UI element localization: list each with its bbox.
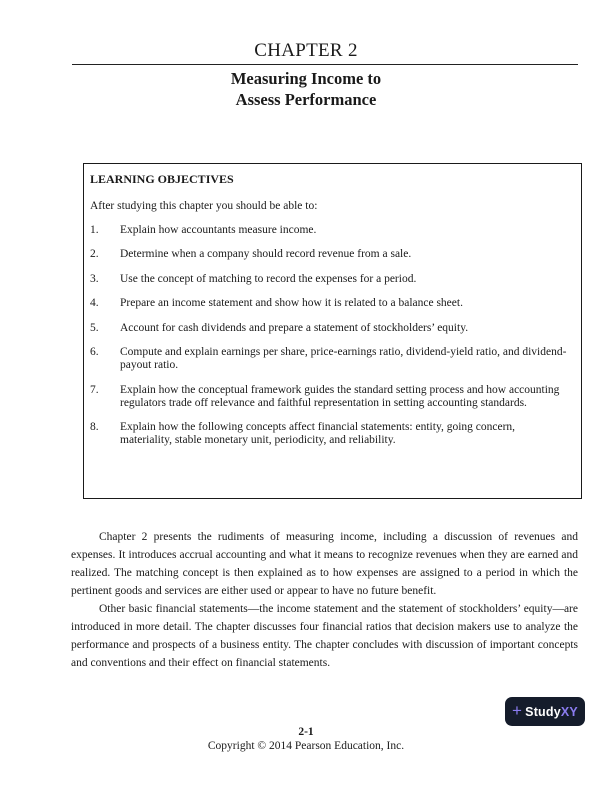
chapter-title: CHAPTER 2: [254, 40, 358, 61]
brand-name: [525, 705, 578, 719]
objective-number: 8.: [90, 421, 99, 433]
chapter-summary: [71, 528, 578, 672]
objective-item: [90, 322, 569, 335]
objective-text: Compute and explain earnings per share, price-earnings ratio, dividend-yield ratio, and dividend-payout ratio.: [120, 346, 567, 371]
objectives-heading: LEARNING OBJECTIVES: [90, 172, 234, 186]
objective-number: 6.: [90, 346, 99, 358]
objective-number: 3.: [90, 272, 99, 285]
objective-item: [90, 297, 569, 310]
chapter-subtitle-line1: Measuring Income to: [230, 69, 382, 88]
objective-item: [90, 384, 569, 410]
learning-objectives-box: [83, 163, 582, 499]
objectives-intro: After studying this chapter you should be able to:: [90, 200, 318, 212]
objective-item: [90, 421, 569, 447]
brand-study-text: Study: [525, 704, 561, 719]
objective-text: Prepare an income statement and show how it is related to a balance sheet.: [120, 297, 463, 309]
copyright-notice: Copyright © 2014 Pearson Education, Inc.: [207, 739, 405, 752]
objective-text: Explain how the conceptual framework guides the standard setting process and how accounting regulators trade off relevance and faithful representation in setting accounting standards.: [120, 383, 560, 409]
objective-text: Explain how the following concepts affect financial statements: entity, going concern, materiality, stable monetary unit, periodicity, and reliability.: [120, 421, 516, 446]
summary-paragraph-2: Other basic financial statements—the income statement and the statement of stockholders’ equity—are introduced in more detail. The chapter discusses four financial ratios that decision makers use to analyze the performance and prospects of a business entity. The chapter concludes with discussion of important concepts and conventions and their effect on financial statements.: [71, 603, 578, 669]
page-footer: [0, 726, 612, 753]
page-number: 2-1: [298, 726, 314, 738]
studyxy-watermark-badge: [505, 697, 585, 726]
page-header: [0, 40, 612, 110]
objective-item: [90, 346, 569, 372]
objective-number: 2.: [90, 248, 99, 260]
objective-item: [90, 273, 569, 286]
objective-item: [90, 224, 569, 237]
chapter-subtitle-line2: Assess Performance: [235, 90, 377, 109]
plus-icon: +: [512, 701, 523, 720]
objective-number: 1.: [90, 223, 99, 236]
objective-number: 5.: [90, 321, 99, 334]
objective-text: Account for cash dividends and prepare a statement of stockholders’ equity.: [120, 321, 469, 334]
summary-paragraph-1: Chapter 2 presents the rudiments of measuring income, including a discussion of revenues and expenses. It introduces accrual accounting and what it means to recognize revenues when they are earned and realized. The matching concept is then explained as to how expenses are assigned to a period in which the pertinent goods and services are either used or appear to have no future benefit.: [71, 531, 578, 597]
objective-text: Use the concept of matching to record the expenses for a period.: [120, 272, 417, 285]
objective-number: 7.: [90, 383, 99, 396]
objective-number: 4.: [90, 297, 99, 309]
brand-xy-text: XY: [560, 704, 578, 719]
objective-item: [90, 248, 569, 261]
objective-text: Explain how accountants measure income.: [120, 223, 317, 236]
title-divider: [72, 64, 578, 65]
objective-text: Determine when a company should record revenue from a sale.: [120, 248, 412, 260]
